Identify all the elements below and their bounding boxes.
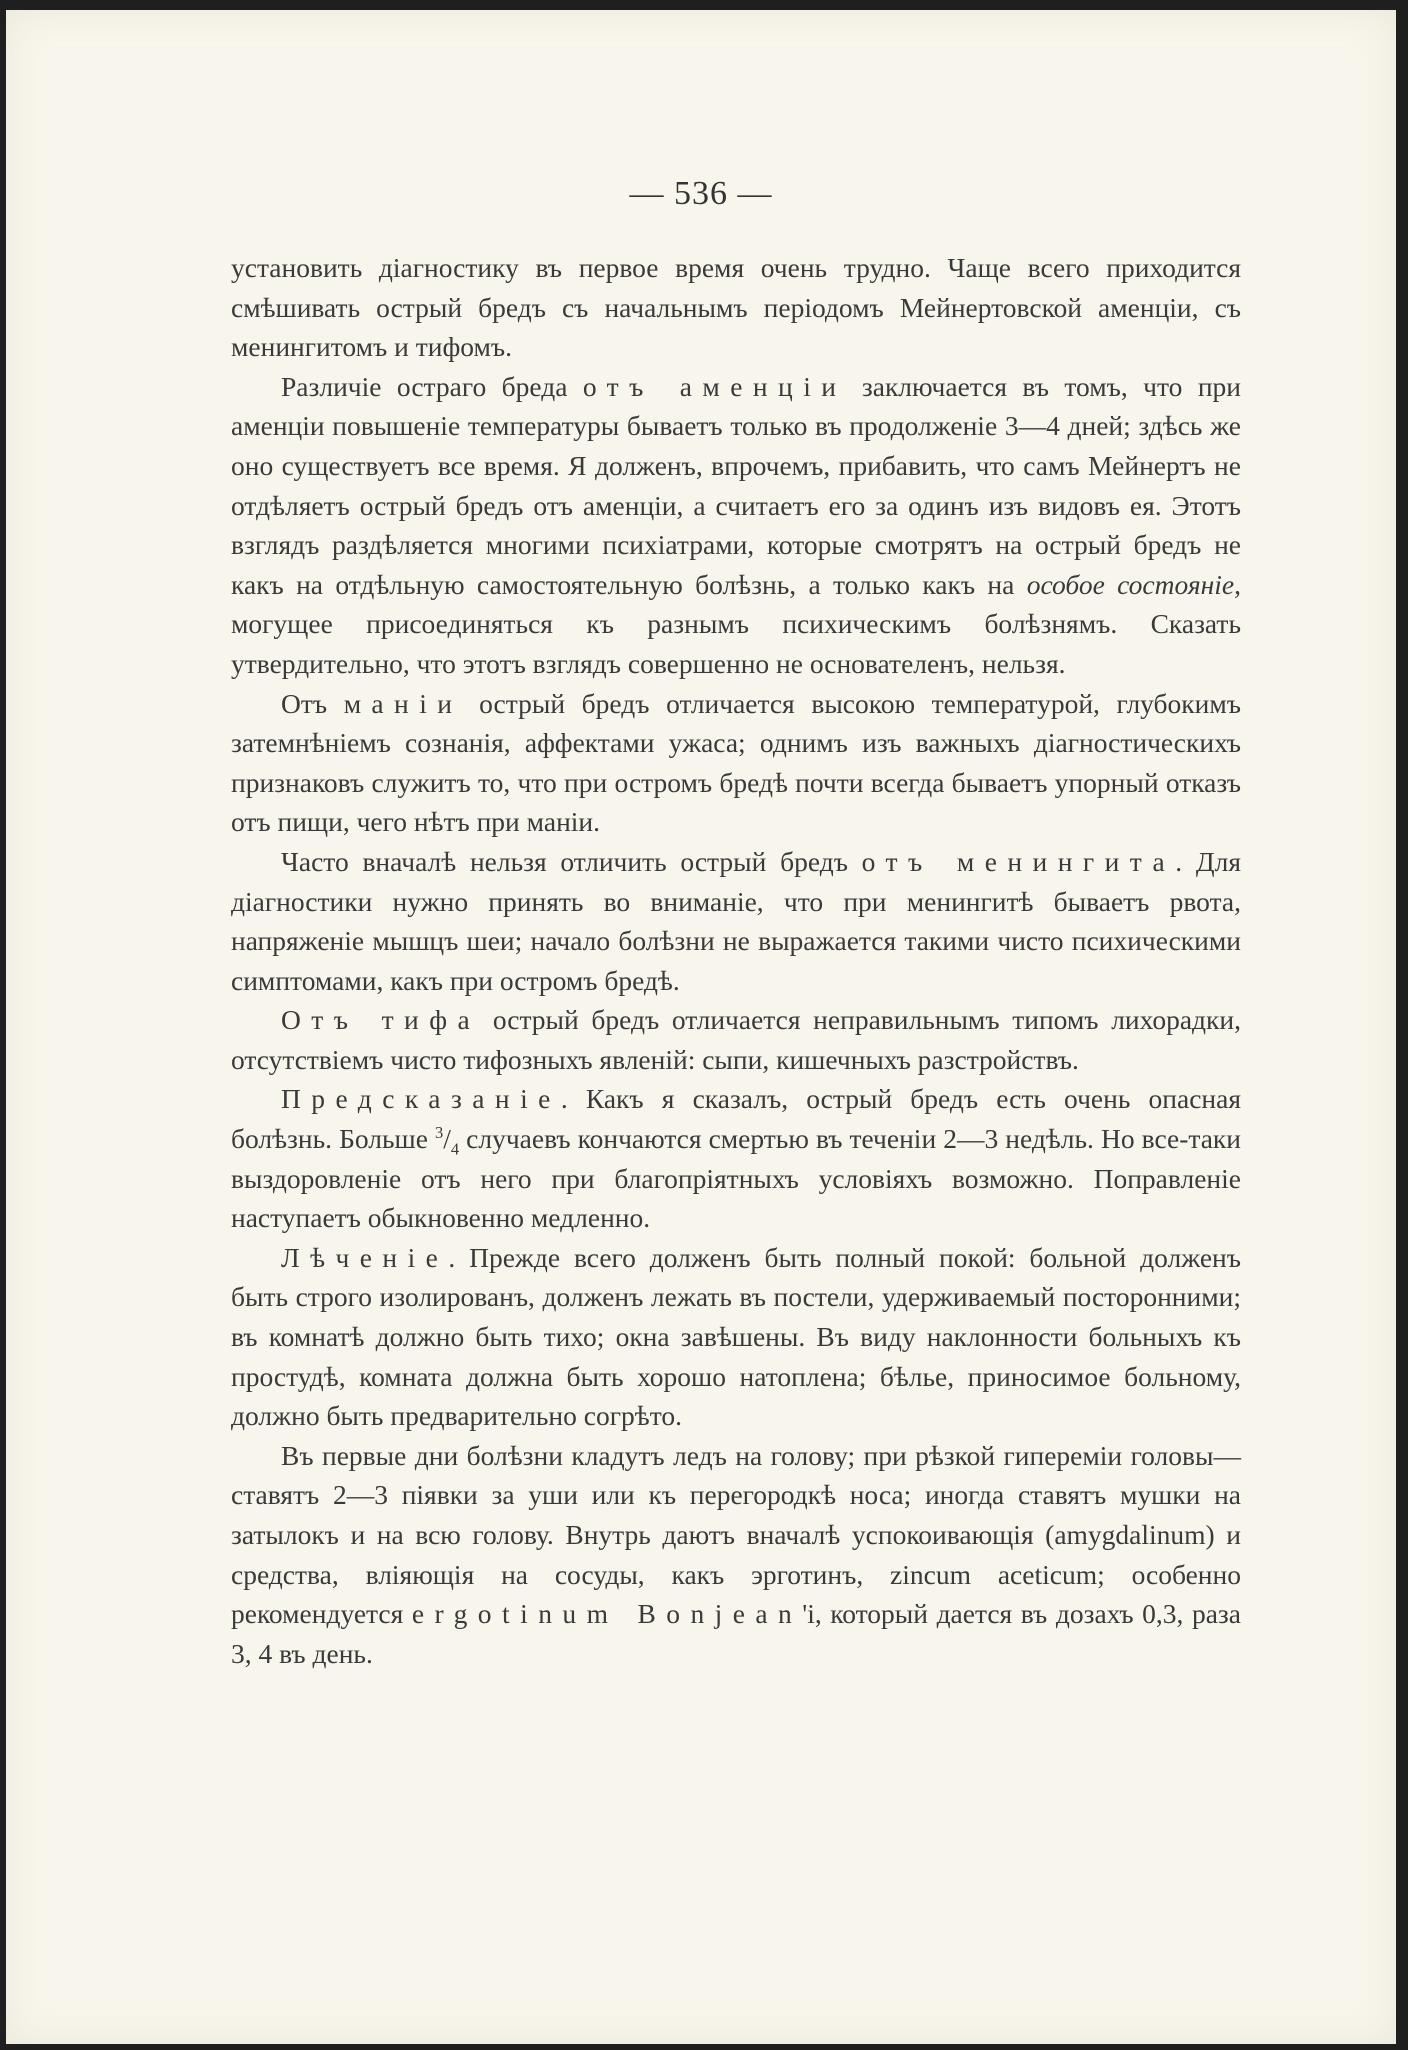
paragraph-6: Предсказаніе. Какъ я сказалъ, острый бредъ есть очень опасная болѣзнь. Больше $^3/_4$ случаевъ кончаются смертью въ теченіи 2—3 недѣль. Но все-таки выздоровленіе отъ него при благопріятныхъ условіяхъ возможно. Поправленіе наступаетъ обыкновенно медленно. <box>231 1083 1241 1234</box>
paragraph-5 <box>231 1000 1241 1079</box>
paragraph-7 <box>231 1238 1241 1436</box>
p4-text-c: . Для діагностики нужно принять во вниманіе, что при менингитѣ бываетъ рвота, напряженіе мышцъ шеи; начало болѣзни не выражается такими чисто психическими симптомами, какъ при остромъ бредѣ. <box>231 845 1241 996</box>
p3-text-a: Отъ <box>281 687 344 719</box>
p2-text-c: заключается въ томъ, что при аменціи повышеніе температуры бываетъ только въ продолженіе 3—4 дней; здѣсь же оно существуетъ все время. Я долженъ, впрочемъ, прибавить, что самъ Мейнертъ не отдѣляетъ острый бредъ отъ аменціи, а считаетъ его за одинъ изъ видовъ ея. Этотъ взглядъ раздѣляется многими психіатрами, которые смотрятъ на острый бредъ не какъ на отдѣльную самостоятельную болѣзнь, а только какъ на <box>231 370 1241 600</box>
p2-text-e: , могущее присоединяться къ разнымъ психическимъ болѣзнямъ. Сказать утвердительно, что этотъ взглядъ совершенно не основателенъ, нельзя. <box>231 568 1241 679</box>
fraction-numerator: 3 <box>434 1122 444 1142</box>
paragraph-1: установить діагностику въ первое время очень трудно. Чаще всего приходится смѣшивать острый бредъ съ начальнымъ періодомъ Мейнертовской аменціи, съ менингитомъ и тифомъ. <box>231 252 1241 363</box>
p8-text-c: 'і, который дается въ дозахъ 0,3, раза 3, 4 въ день. <box>231 1598 1241 1669</box>
p3-spaced-term: маніи <box>343 687 463 719</box>
p8-text-a: Въ первые дни болѣзни кладутъ ледъ на голову; при рѣзкой гиперемiи головы—ставятъ 2—3 піявки за уши или къ перегородкѣ носа; иногда ставятъ мушки на затылокъ и на всю голову. Внутрь даютъ вначалѣ успокоивающія (amygdalinum) и средства, вліяющія на сосуды, какъ эрготинъ, zincum aceticum; особенно рекомендуется <box>231 1439 1241 1630</box>
p5-spaced-term: Отъ тифа <box>281 1004 481 1036</box>
p2-spaced-term: отъ аменціи <box>582 370 847 402</box>
p7-text-b: . Прежде всего долженъ быть полный покой: больной долженъ быть строго изолированъ, долженъ лежать въ постели, удерживаемый посторонними; въ комнатѣ должно быть тихо; окна завѣшены. Въ виду наклонности больныхъ къ простудѣ, комната должна быть хорошо натоплена; бѣлье, приносимое больному, должно быть предварительно согрѣто. <box>231 1241 1241 1432</box>
p2-italic-term: особое состояніе <box>1026 568 1235 600</box>
paragraph-8 <box>231 1436 1241 1674</box>
p5-text-b: острый бредъ отличается неправильнымъ типомъ лихорадки, отсутствіемъ чисто тифозныхъ явленій: сыпи, кишечныхъ разстройствъ. <box>231 1004 1241 1075</box>
paragraph-2 <box>231 367 1241 684</box>
p2-text-a: Различіе остраго бреда <box>281 370 583 402</box>
p4-spaced-term: отъ менингита <box>861 845 1176 877</box>
p8-spaced-term: ergotinum Bonjean <box>411 1598 803 1630</box>
paragraph-3 <box>231 684 1241 842</box>
p6-spaced-heading: Предсказаніе <box>281 1083 561 1115</box>
page <box>6 10 1396 2044</box>
p7-spaced-heading: Лѣченіе <box>281 1241 449 1273</box>
p4-text-a: Часто вначалѣ нельзя отличить острый бредъ <box>281 845 862 877</box>
p6-text-c: случаевъ кончаются смертью въ теченіи 2—3 недѣль. Но все-таки выздоровленіе отъ него при благопріятныхъ условіяхъ возможно. Поправленіе наступаетъ обыкновенно медленно. <box>231 1123 1241 1234</box>
body-text <box>231 248 1241 1673</box>
paragraph-4 <box>231 842 1241 1000</box>
page-number: — 536 — <box>629 175 773 212</box>
fraction-denominator: 4 <box>450 1139 460 1159</box>
p6-text-b: . Какъ я сказалъ, острый бредъ есть очень опасная болѣзнь. Больше <box>231 1083 1241 1155</box>
p3-text-c: острый бредъ отличается высокою температурой, глубокимъ затемнѣніемъ сознанія, аффектами ужаса; однимъ изъ важныхъ діагностическихъ признаковъ служитъ то, что при остромъ бредѣ почти всегда бываетъ упорный отказъ отъ пищи, чего нѣтъ при маніи. <box>231 687 1241 838</box>
